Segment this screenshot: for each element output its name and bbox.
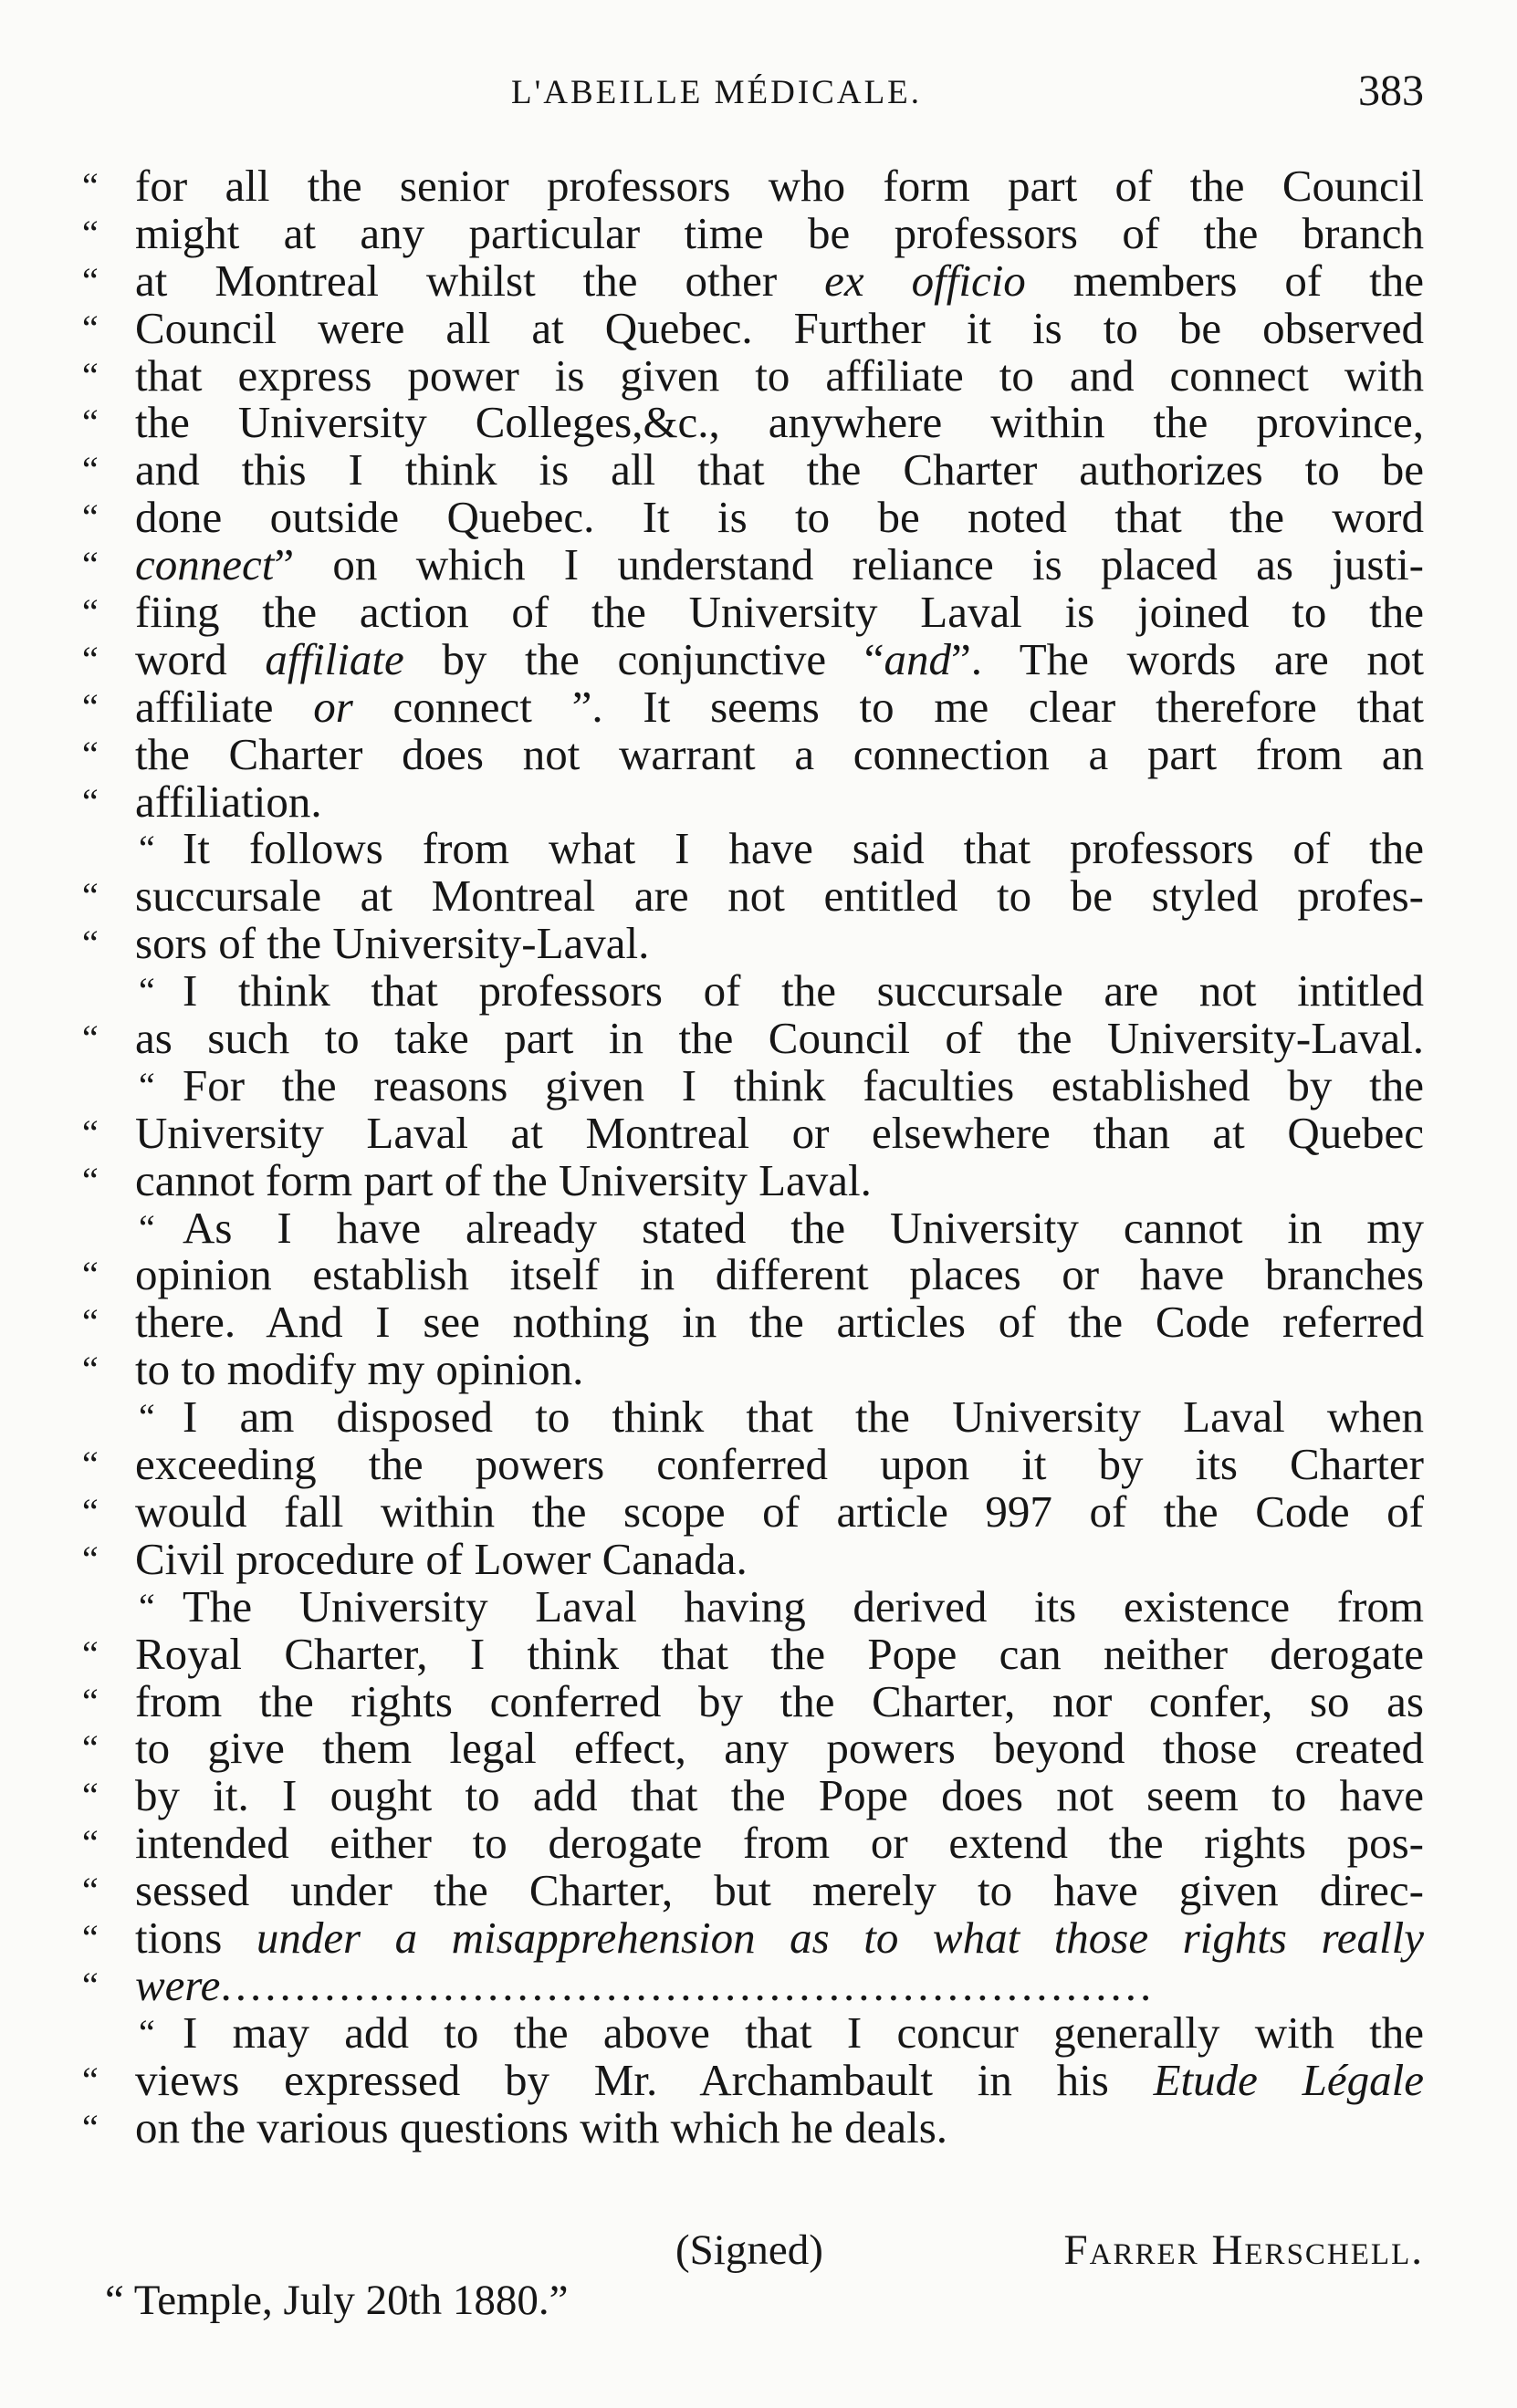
text-line [82, 1675, 1424, 1726]
text-run: there. And I see nothing in the articles of the Code referred [135, 1297, 1424, 1348]
quote-mark: “ [82, 1727, 99, 1769]
line-text [183, 1580, 1424, 1631]
text-run: ” on which I understand reliance is placed as justi- [274, 539, 1424, 590]
line-text [135, 257, 1424, 305]
quote-mark: “ [82, 2059, 99, 2100]
line-text [135, 1485, 1424, 1537]
italic-run: connect [135, 539, 275, 590]
text-line [82, 920, 1424, 967]
text-run: Civil procedure of Lower Canada. [135, 1533, 748, 1584]
text-run: on the various questions with which he deals. [135, 2101, 948, 2153]
line-text [183, 1059, 1424, 1110]
text-run: sors of the University-Laval. [135, 918, 650, 969]
quote-mark: “ [82, 1680, 99, 1722]
line-text [135, 302, 1424, 353]
quote-mark: “ [82, 1159, 99, 1201]
italic-run: were [135, 1959, 221, 2010]
line-text [135, 1298, 1424, 1346]
quote-mark: “ [82, 1632, 99, 1674]
line-text [183, 1204, 1424, 1252]
text-line [82, 967, 1424, 1015]
quote-mark: “ [82, 544, 99, 586]
text-line [82, 2054, 1424, 2105]
quote-mark: “ [82, 1538, 99, 1579]
text-line [82, 1867, 1424, 1914]
quote-mark: “ [82, 1964, 99, 2006]
text-line [82, 2009, 1424, 2057]
quote-mark: “ [82, 1916, 99, 1958]
signed-label: (Signed) [675, 2226, 823, 2274]
text-line [82, 1346, 1424, 1393]
text-run: done outside Quebec. It is to be noted that the word [135, 492, 1424, 543]
line-text [135, 728, 1424, 779]
text-run: the University Colleges,&c., anywhere within the province, [135, 397, 1424, 448]
text-run: from the rights conferred by the Charter, nor confer, so as [135, 1675, 1424, 1726]
line-text [135, 1867, 1424, 1914]
line-text [183, 2009, 1424, 2057]
text-line [82, 1204, 1424, 1252]
text-line [82, 825, 1424, 872]
text-run: members of the [1025, 255, 1424, 306]
text-line [82, 2101, 1424, 2153]
text-line [82, 1251, 1424, 1298]
quote-mark: “ [139, 2011, 155, 2053]
line-text [135, 683, 1424, 731]
text-line [82, 589, 1424, 636]
quote-mark: “ [139, 828, 155, 870]
text-run: fiing the action of the University Laval is joined to the [135, 587, 1424, 638]
quote-mark: “ [82, 1349, 99, 1391]
text-run: for all the senior professors who form part of the Council [135, 161, 1424, 211]
text-line [82, 683, 1424, 731]
quote-mark: “ [82, 259, 99, 301]
text-run: ”. The words are not [951, 633, 1425, 684]
quote-mark: “ [82, 685, 99, 727]
text-run: to to modify my opinion. [135, 1344, 584, 1395]
text-line [82, 1772, 1424, 1819]
text-line [82, 1059, 1424, 1110]
text-line [82, 1819, 1424, 1867]
italic-run: Etude Légale [1153, 2054, 1424, 2105]
text-run: ............................................................... [220, 1959, 1156, 2010]
text-run: succursale at Montreal are not entitled to be styled profes- [135, 870, 1424, 922]
quote-mark: “ [82, 1870, 99, 1912]
quote-mark: “ [82, 1822, 99, 1864]
text-line [82, 1959, 1424, 2010]
quote-mark: “ [82, 638, 99, 680]
text-line [82, 162, 1424, 210]
text-line [82, 1107, 1424, 1158]
line-text [135, 1914, 1424, 1962]
line-text [135, 207, 1424, 258]
line-text [135, 1959, 1424, 2010]
text-run: Royal Charter, I think that the Pope can neither derogate [135, 1628, 1424, 1679]
quote-mark: “ [82, 733, 99, 775]
text-line [82, 1015, 1424, 1062]
text-line [82, 302, 1424, 353]
text-run: University Laval at Montreal or elsewhere than at Quebec [135, 1107, 1424, 1158]
text-line [82, 1393, 1424, 1441]
line-text [135, 349, 1424, 401]
text-run: affiliation. [135, 776, 322, 827]
quote-mark: “ [82, 1301, 99, 1343]
text-line [82, 494, 1424, 541]
text-line [82, 1725, 1424, 1772]
text-run: connect ”. It seems to me clear therefore that [352, 681, 1424, 732]
quote-mark: “ [82, 1017, 99, 1059]
line-text [135, 1675, 1424, 1726]
text-run: views expressed by Mr. Archambault in his [135, 2054, 1154, 2105]
line-text [183, 1393, 1424, 1441]
quote-mark: “ [82, 496, 99, 538]
line-text [135, 494, 1424, 541]
quote-mark: “ [139, 1585, 155, 1627]
text-run: The University Laval having derived its existence from [183, 1580, 1424, 1631]
text-line [82, 872, 1424, 920]
text-run: at Montreal whilst the other [135, 255, 825, 306]
page-number: 383 [1358, 67, 1424, 115]
line-text [135, 1251, 1424, 1298]
text-run: sessed under the Charter, but merely to have given direc- [135, 1865, 1424, 1916]
signer-name: Farrer Herschell. [1063, 2226, 1424, 2274]
quote-mark: “ [82, 780, 99, 822]
text-line [82, 1485, 1424, 1537]
text-run: I think that professors of the succursale are not intitled [183, 965, 1424, 1016]
line-text [135, 1772, 1424, 1819]
quote-mark: “ [139, 1206, 155, 1248]
text-run: It follows from what I have said that professors of the [183, 823, 1424, 874]
text-line [82, 1914, 1424, 1962]
line-text [183, 967, 1424, 1015]
line-text [135, 399, 1424, 446]
line-text [135, 541, 1424, 589]
quote-mark: “ [82, 1490, 99, 1532]
line-text [135, 633, 1425, 684]
quote-mark: “ [82, 307, 99, 349]
line-text [135, 872, 1424, 920]
line-text [135, 1441, 1424, 1488]
text-line [82, 1154, 1424, 1205]
line-text [135, 1628, 1424, 1679]
text-run: As I have already stated the University cannot in my [183, 1202, 1424, 1253]
line-text [135, 589, 1424, 636]
text-run: by the conjunctive “ [403, 633, 884, 684]
line-text [135, 446, 1424, 494]
text-line [82, 399, 1424, 446]
quote-mark: “ [82, 449, 99, 491]
line-text [135, 1107, 1424, 1158]
text-run: would fall within the scope of article 997 of the Code of [135, 1485, 1424, 1537]
quote-mark: “ [82, 1111, 99, 1153]
text-line [82, 257, 1424, 305]
text-line [82, 349, 1424, 401]
text-line [82, 1298, 1424, 1346]
quote-mark: “ [82, 591, 99, 633]
text-line [82, 1580, 1424, 1631]
signature-block [675, 2226, 1424, 2274]
text-line [82, 1628, 1424, 1679]
text-line [82, 1533, 1424, 1584]
quote-mark: “ [82, 212, 99, 254]
quote-mark: “ [82, 1254, 99, 1296]
line-text [135, 2054, 1424, 2105]
text-line [82, 778, 1424, 826]
text-run: might at any particular time be professors of the branch [135, 207, 1424, 258]
text-run: the Charter does not warrant a connection a part from an [135, 728, 1424, 779]
quote-mark: “ [82, 2106, 99, 2148]
italic-run: ex officio [824, 255, 1026, 306]
quote-mark: “ [82, 923, 99, 964]
line-text [135, 1015, 1424, 1062]
quote-mark: “ [82, 1444, 99, 1485]
text-run: and this I think is all that the Charter authorizes to be [135, 444, 1424, 495]
text-run: cannot form part of the University Laval. [135, 1154, 872, 1205]
body-text [82, 162, 1424, 2151]
quote-mark: “ [139, 1064, 155, 1106]
italic-run: under a misapprehension as to what those rights really [256, 1912, 1424, 1963]
line-text [183, 825, 1424, 872]
quote-mark: “ [139, 970, 155, 1012]
line-text [135, 1725, 1424, 1772]
text-line [82, 728, 1424, 779]
text-run: by it. I ought to add that the Pope does not seem to have [135, 1770, 1424, 1821]
line-text [135, 162, 1424, 210]
text-line [82, 633, 1425, 684]
text-line [82, 541, 1424, 589]
text-run: opinion establish itself in different places or have branches [135, 1249, 1424, 1300]
quote-mark: “ [82, 165, 99, 206]
text-line [82, 207, 1424, 258]
line-text [135, 2101, 1424, 2153]
text-line [82, 446, 1424, 494]
italic-run: or [313, 681, 353, 732]
line-text [135, 1533, 1424, 1584]
page-header [146, 67, 1424, 128]
line-text [135, 1154, 1424, 1205]
quote-mark: “ [82, 875, 99, 917]
text-run: For the reasons given I think faculties established by the [183, 1059, 1424, 1110]
text-line [82, 1441, 1424, 1488]
text-run: Council were all at Quebec. Further it is to be observed [135, 302, 1424, 353]
running-title: L'ABEILLE MÉDICALE. [511, 74, 923, 111]
text-run: I may add to the above that I concur generally with the [183, 2007, 1424, 2058]
text-run: that express power is given to affiliate to and connect with [135, 349, 1424, 401]
text-run: as such to take part in the Council of the University-Laval. [135, 1013, 1424, 1064]
text-run: word [135, 633, 266, 684]
quote-mark: “ [82, 401, 99, 443]
line-text [135, 1819, 1424, 1867]
line-text [135, 1346, 1424, 1393]
text-run: affiliate [135, 681, 314, 732]
quote-mark: “ [139, 1396, 155, 1438]
quote-mark: “ [82, 354, 99, 396]
text-run: I am disposed to think that the University Laval when [183, 1392, 1424, 1443]
text-run: intended either to derogate from or extend the rights pos- [135, 1818, 1424, 1869]
quote-mark: “ [82, 1775, 99, 1817]
italic-run: affiliate [265, 633, 404, 684]
text-run: to give them legal effect, any powers beyond those created [135, 1723, 1424, 1774]
text-run: tions [135, 1912, 256, 1963]
dateline: “ Temple, July 20th 1880.” [105, 2277, 569, 2324]
italic-run: and [884, 633, 951, 684]
line-text [135, 920, 1424, 967]
text-run: exceeding the powers conferred upon it by its Charter [135, 1439, 1424, 1490]
line-text [135, 778, 1424, 826]
